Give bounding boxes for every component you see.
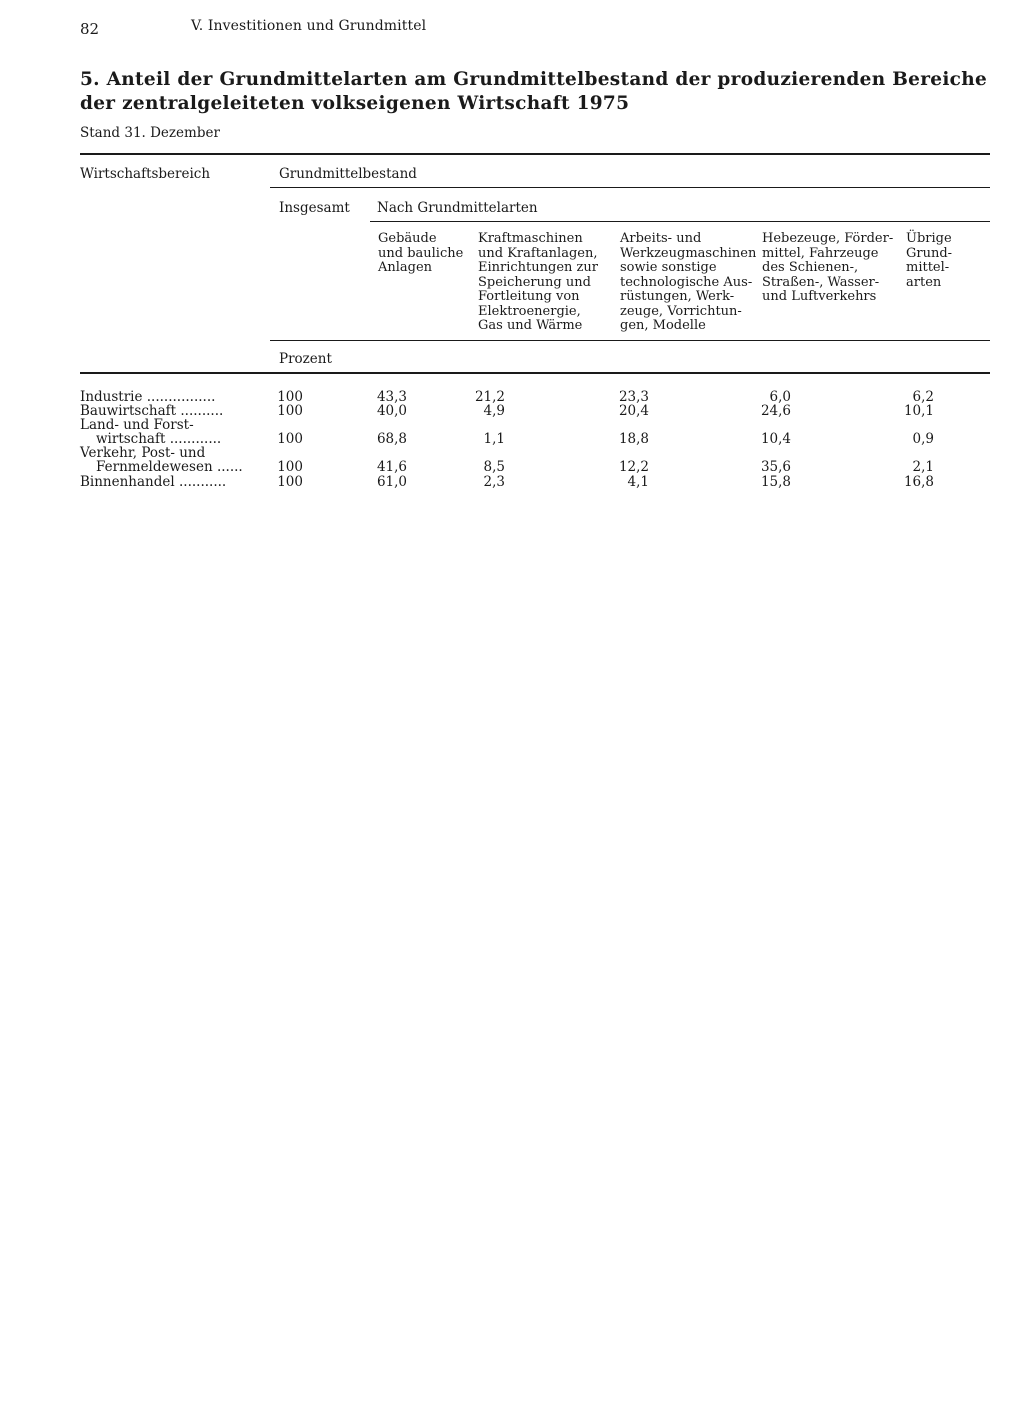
- column-header-work-machines: [620, 232, 756, 334]
- unit-label: Prozent: [279, 351, 332, 367]
- row-label: Verkehr, Post- und: [80, 445, 206, 461]
- column-header-line: Hebezeuge, Förder-: [762, 231, 894, 246]
- table-cell: 15,8: [760, 474, 791, 490]
- table-cell: 20,4: [618, 403, 649, 419]
- column-header-lifting-vehicles: [762, 232, 893, 305]
- table-cell: 6,2: [912, 389, 934, 405]
- column-header-line: Gebäude: [378, 231, 437, 246]
- group-header: Grundmittelbestand: [279, 166, 417, 182]
- column-header-line: und Luftverkehrs: [762, 289, 877, 304]
- table-cell: 21,2: [474, 389, 505, 405]
- row-label: Binnenhandel ...........: [80, 474, 227, 490]
- subgroup-rule: [370, 221, 990, 222]
- page-number: 82: [80, 20, 100, 38]
- row-label: Bauwirtschaft ..........: [80, 403, 224, 419]
- table-cell: 10,1: [903, 403, 934, 419]
- table-cell: 2,1: [912, 459, 934, 475]
- column-header-buildings: [378, 232, 463, 276]
- table-cell: 0,9: [912, 431, 934, 447]
- column-header-line: Straßen-, Wasser-: [762, 274, 880, 290]
- column-header-line: Gas und Wärme: [478, 318, 583, 333]
- stub-header: Wirtschaftsbereich: [80, 166, 211, 182]
- table-cell: 100: [277, 474, 303, 490]
- row-label-continuation: Fernmeldewesen ......: [96, 459, 243, 475]
- group-rule: [270, 187, 990, 188]
- table-cell: 23,3: [618, 389, 649, 405]
- table-cell: 100: [277, 431, 303, 447]
- column-header-power-machines: [478, 232, 598, 334]
- column-header-line: mittel-: [906, 260, 950, 275]
- table-subtitle: Stand 31. Dezember: [80, 125, 220, 141]
- table-cell: 4,9: [483, 403, 505, 419]
- table-cell: 16,8: [903, 474, 934, 490]
- column-header-line: arten: [906, 274, 942, 290]
- column-header-line: Elektroenergie,: [478, 303, 581, 319]
- column-header-line: Arbeits- und: [620, 231, 702, 246]
- unit-rule: [270, 340, 990, 341]
- table-cell: 100: [277, 389, 303, 405]
- top-rule: [80, 153, 990, 155]
- row-label-continuation: wirtschaft ............: [96, 431, 222, 447]
- column-header-line: zeuge, Vorrichtun-: [620, 303, 742, 319]
- table-cell: 40,0: [376, 403, 407, 419]
- table-cell: 1,1: [483, 431, 505, 447]
- column-header-line: Übrige: [906, 231, 952, 246]
- column-header-line: Einrichtungen zur: [478, 260, 598, 275]
- row-label: Industrie ................: [80, 389, 216, 405]
- column-header-line: und Kraftanlagen,: [478, 245, 598, 261]
- table-cell: 8,5: [483, 459, 505, 475]
- table-cell: 6,0: [769, 389, 791, 405]
- column-header-line: mittel, Fahrzeuge: [762, 245, 879, 261]
- column-header-line: Grund-: [906, 245, 953, 261]
- column-header-line: technologische Aus-: [620, 274, 753, 290]
- table-cell: 4,1: [627, 474, 649, 490]
- column-header-line: Speicherung und: [478, 274, 591, 290]
- column-header-line: Werkzeugmaschinen: [620, 245, 757, 261]
- table-cell: 12,2: [618, 459, 649, 475]
- table-title: 5. Anteil der Grundmittelarten am Grundmittelbestand der produzierenden Bereiche der zentralgeleiteten volkseigenen Wirtschaft 1975: [80, 69, 988, 114]
- table-cell: 2,3: [483, 474, 505, 490]
- running-head: V. Investitionen und Grundmittel: [191, 18, 427, 34]
- table-cell: 10,4: [760, 431, 791, 447]
- table-cell: 100: [277, 403, 303, 419]
- table-cell: 41,6: [376, 459, 407, 475]
- table-cell: 68,8: [376, 431, 407, 447]
- column-header-line: des Schienen-,: [762, 260, 859, 275]
- row-label: Land- und Forst-: [80, 417, 194, 433]
- total-header: Insgesamt: [279, 200, 350, 216]
- column-header-line: Fortleitung von: [478, 289, 580, 304]
- subgroup-header: Nach Grundmittelarten: [377, 200, 538, 216]
- table-cell: 24,6: [760, 403, 791, 419]
- column-header-line: und bauliche: [378, 245, 464, 261]
- table-cell: 100: [277, 459, 303, 475]
- table-cell: 61,0: [376, 474, 407, 490]
- column-header-line: gen, Modelle: [620, 318, 706, 333]
- table-cell: 35,6: [760, 459, 791, 475]
- column-header-line: sowie sonstige: [620, 260, 717, 275]
- table-cell: 43,3: [376, 389, 407, 405]
- column-header-other: [906, 232, 952, 290]
- column-header-line: Kraftmaschinen: [478, 231, 583, 246]
- table-cell: 18,8: [618, 431, 649, 447]
- column-header-line: rüstungen, Werk-: [620, 289, 735, 304]
- header-bottom-rule: [80, 372, 990, 374]
- column-header-line: Anlagen: [378, 260, 433, 275]
